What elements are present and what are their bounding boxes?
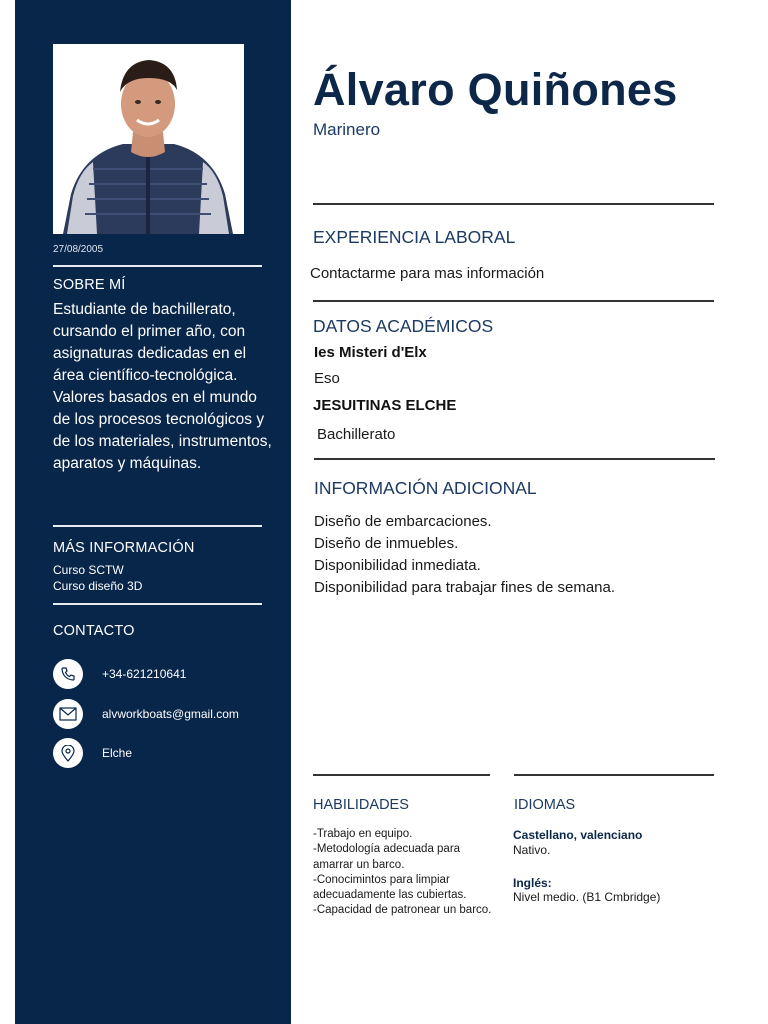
more-info-title: MÁS INFORMACIÓN	[53, 540, 195, 556]
divider	[53, 265, 262, 267]
contact-title: CONTACTO	[53, 623, 135, 639]
school-level: Bachillerato	[317, 426, 396, 443]
job-title: Marinero	[313, 120, 381, 139]
contact-phone	[53, 659, 186, 689]
skill-item: -Metodología adecuada para amarrar un barco.	[313, 843, 461, 871]
divider	[313, 300, 714, 302]
languages-title: IDIOMAS	[514, 797, 576, 813]
divider	[313, 774, 490, 776]
school-name: Ies Misteri d'Elx	[314, 344, 427, 361]
mail-icon	[53, 699, 83, 729]
location-pin-icon	[53, 738, 83, 768]
about-text: Estudiante de bachillerato, cursando el primer año, con asignaturas dedicadas en el área científico-tecnológica. Valores basados en el mundo de los procesos tecnológicos y de los materiales, instrumentos, aparatos y máquinas.	[53, 301, 272, 472]
language-level: Nivel medio. (B1 Cmbridge)	[513, 890, 661, 904]
divider	[314, 458, 715, 460]
school-name: JESUITINAS ELCHE	[313, 397, 457, 414]
location-text: Elche	[102, 746, 133, 760]
education-title: DATOS ACADÉMICOS	[313, 316, 494, 336]
phone-number[interactable]: +34-621210641	[102, 667, 187, 681]
phone-icon	[53, 659, 83, 689]
skill-item: -Trabajo en equipo.	[313, 828, 413, 840]
additional-info-item: Diseño de embarcaciones.	[314, 513, 492, 530]
additional-info-item: Disponibilidad inmediata.	[314, 557, 481, 574]
portrait-image	[53, 44, 244, 234]
profile-photo	[53, 44, 244, 234]
full-name: Álvaro Quiñones	[313, 64, 678, 115]
skill-item: -Capacidad de patronear un barco.	[313, 904, 492, 917]
contact-location	[53, 738, 132, 768]
language-name: Inglés:	[513, 876, 552, 890]
language-name: Castellano, valenciano	[513, 828, 643, 842]
contact-email	[53, 699, 239, 729]
divider	[313, 203, 714, 205]
additional-info-item: Disponibilidad para trabajar fines de semana.	[314, 579, 616, 596]
additional-info-title: INFORMACIÓN ADICIONAL	[314, 478, 537, 498]
birth-date: 27/08/2005	[53, 244, 104, 255]
more-info-item: Curso diseño 3D	[53, 579, 143, 593]
divider	[514, 774, 714, 776]
about-title: SOBRE MÍ	[53, 277, 126, 293]
divider	[53, 603, 262, 605]
skill-item: -Conocimintos para limpiar adecuadamente las cubiertas.	[313, 873, 467, 902]
email-address[interactable]: alvworkboats@gmail.com	[102, 707, 239, 721]
experience-title: EXPERIENCIA LABORAL	[313, 227, 516, 247]
more-info-item: Curso SCTW	[53, 563, 124, 577]
skills-list	[313, 827, 493, 919]
divider	[53, 525, 262, 527]
experience-text: Contactarme para mas información	[310, 265, 545, 282]
language-level: Nativo.	[513, 843, 551, 857]
school-level: Eso	[314, 370, 340, 387]
additional-info-item: Diseño de inmuebles.	[314, 535, 459, 552]
skills-title: HABILIDADES	[313, 797, 409, 813]
